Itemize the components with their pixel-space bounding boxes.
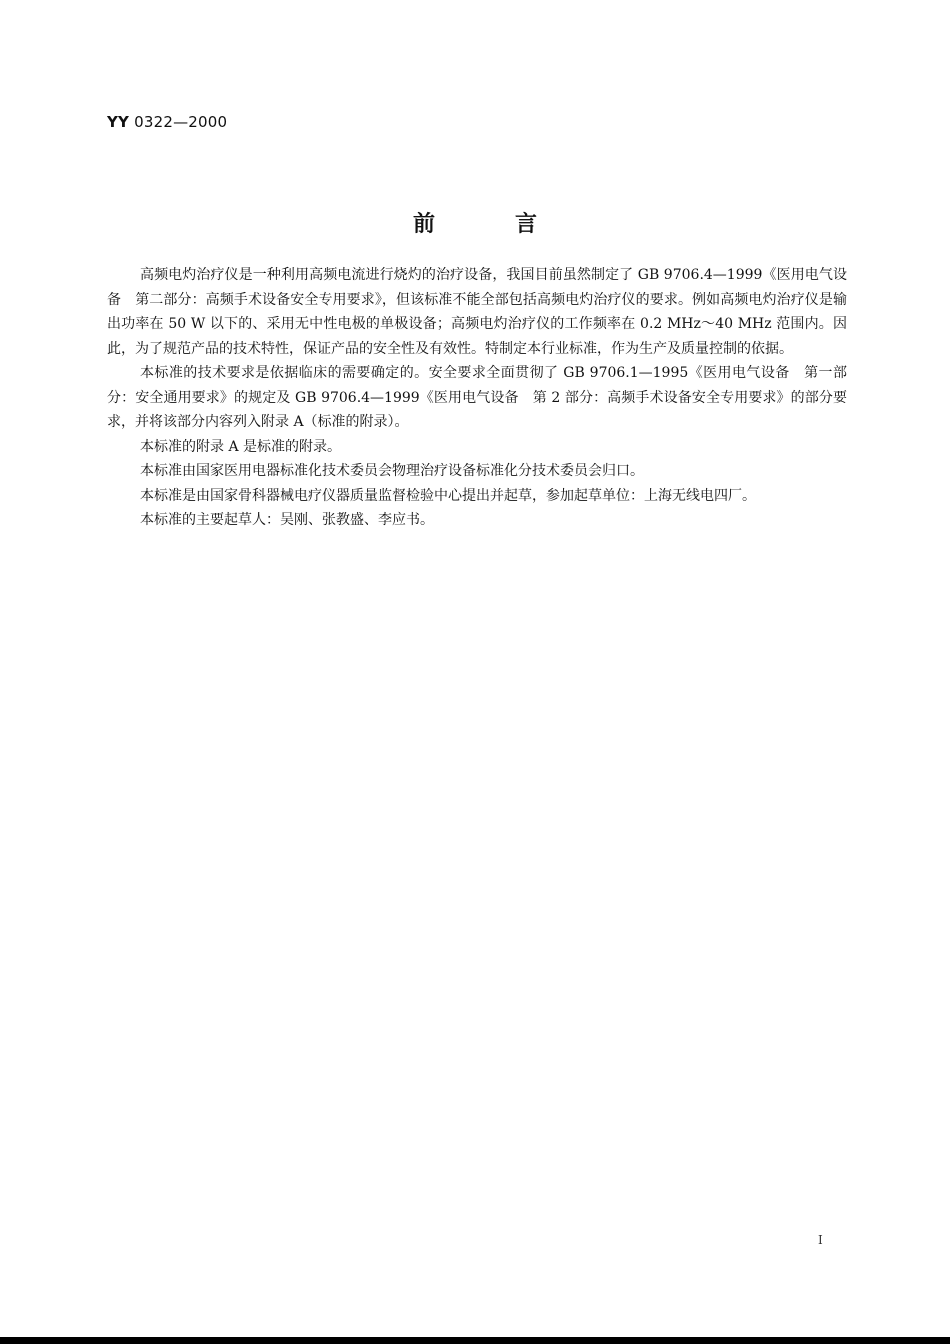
page-number: I	[818, 1233, 823, 1247]
paragraph-background: 高频电灼治疗仪是一种利用高频电流进行烧灼的治疗设备，我国目前虽然制定了 GB 9706.4—1999《医用电气设备 第二部分：高频手术设备安全专用要求》，但该标准不能全部包括高频电灼治疗仪的要求。例如高频电灼治疗仪是输出功率在 50 W 以下的、采用无中性电极的单极设备；高频电灼治疗仪的工作频率在 0.2 MHz～40 MHz 范围内。因此，为了规范产品的技术特性，保证产品的安全性及有效性。特制定本行业标准，作为生产及质量控制的依据。	[107, 267, 847, 357]
standard-number: 0322—2000	[134, 113, 228, 131]
paragraph-responsible-committee: 本标准由国家医用电器标准化技术委员会物理治疗设备标准化分技术委员会归口。	[140, 463, 644, 479]
standard-code	[107, 113, 227, 131]
bottom-border	[0, 1337, 950, 1344]
standard-prefix: YY	[107, 113, 130, 131]
foreword-body	[107, 263, 847, 533]
paragraph-drafters: 本标准的主要起草人：吴刚、张教盛、李应书。	[140, 512, 434, 528]
paragraph-drafting-unit: 本标准是由国家骨科器械电疗仪器质量监督检验中心提出并起草，参加起草单位：上海无线电四厂。	[140, 487, 756, 504]
paragraph-technical-requirements: 本标准的技术要求是依据临床的需要确定的。安全要求全面贯彻了 GB 9706.1—1995《医用电气设备 第一部分：安全通用要求》的规定及 GB 9706.4—1999《医用电气设备 第 2 部分：高频手术设备安全专用要求》的部分要求，并将该部分内容列入附录 A（标准的附录）。	[107, 365, 847, 430]
page-title: 前言	[412, 212, 617, 237]
paragraph-appendix: 本标准的附录 A 是标准的附录。	[140, 438, 342, 455]
